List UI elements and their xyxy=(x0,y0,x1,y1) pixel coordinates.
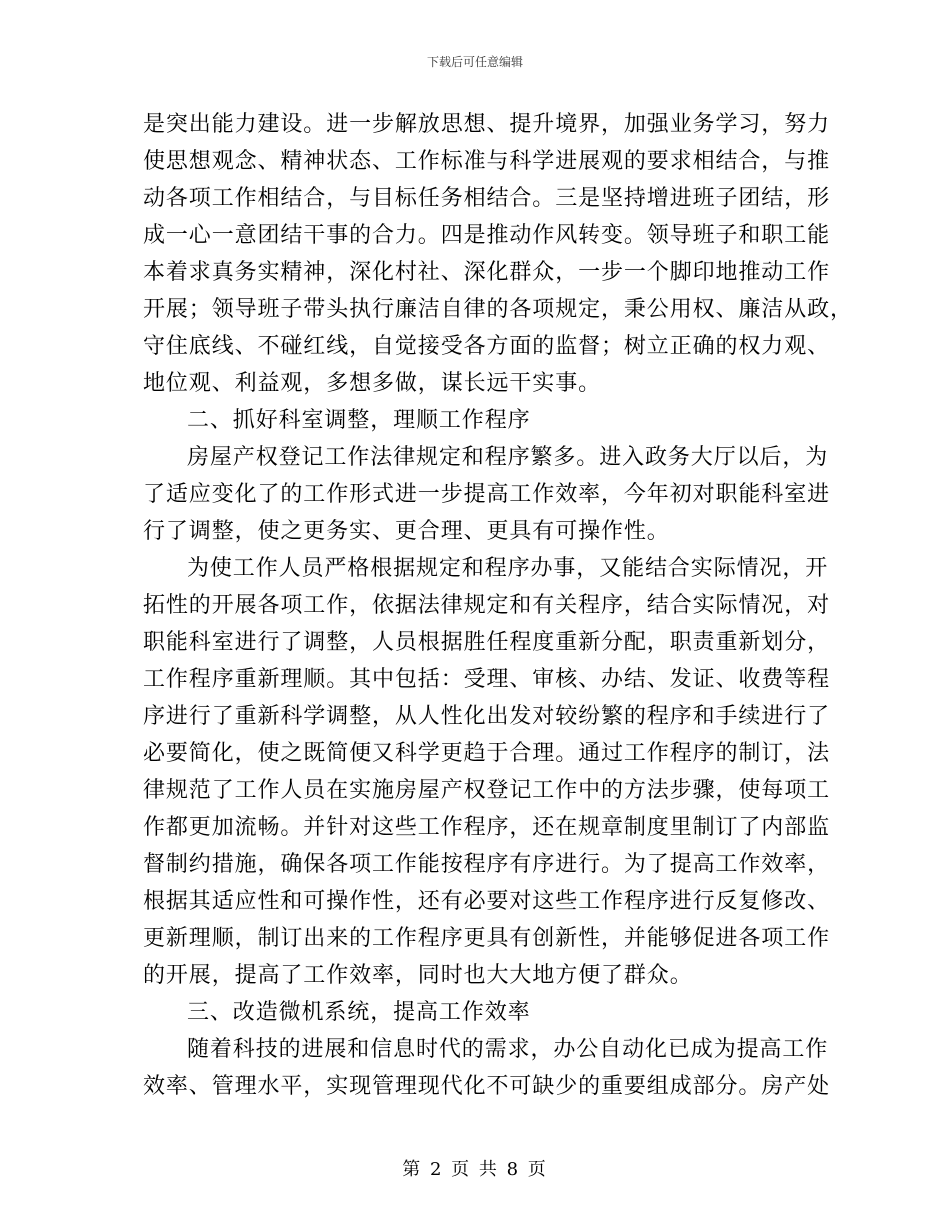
text-line: 拓性的开展各项工作，依据法律规定和有关程序，结合实际情况，对 xyxy=(143,593,831,618)
page-header: 下载后可任意编辑 xyxy=(426,55,523,69)
text-line: 成一心一意团结干事的合力。四是推动作风转变。领导班子和职工能 xyxy=(143,223,831,248)
text-line: 更新理顺，制订出来的工作程序更具有创新性，并能够促进各项工作 xyxy=(143,926,831,951)
text-line: 效率、管理水平，实现管理现代化不可缺少的重要组成部分。房产处 xyxy=(143,1074,831,1099)
text-line: 行了调整，使之更务实、更合理、更具有可操作性。 xyxy=(143,519,670,544)
text-line: 序进行了重新科学调整，从人性化出发对较纷繁的程序和手续进行了 xyxy=(143,704,831,729)
page-number-footer: 第 2 页 共 8 页 xyxy=(402,1159,548,1180)
text-line: 必要简化，使之既简便又科学更趋于合理。通过工作程序的制订，法 xyxy=(143,741,831,766)
text-line: 了适应变化了的工作形式进一步提高工作效率，今年初对职能科室进 xyxy=(143,482,831,507)
text-line: 根据其适应性和可操作性，还有必要对这些工作程序进行反复修改、 xyxy=(143,889,831,914)
text-line: 随着科技的进展和信息时代的需求，办公自动化已成为提高工作 xyxy=(187,1037,829,1062)
text-line: 开展；领导班子带头执行廉洁自律的各项规定，秉公用权、廉洁从政， xyxy=(143,297,853,322)
text-line: 地位观、利益观，多想多做，谋长远干实事。 xyxy=(143,371,602,396)
text-line: 守住底线、不碰红线，自觉接受各方面的监督；树立正确的权力观、 xyxy=(143,334,831,359)
text-line: 使思想观念、精神状态、工作标准与科学进展观的要求相结合，与推 xyxy=(143,149,831,174)
document-body xyxy=(143,106,853,1105)
text-line: 督制约措施，确保各项工作能按程序有序进行。为了提高工作效率， xyxy=(143,852,831,877)
text-line: 房屋产权登记工作法律规定和程序繁多。进入政务大厅以后，为 xyxy=(187,445,829,470)
text-line: 的开展，提高了工作效率，同时也大大地方便了群众。 xyxy=(143,963,693,988)
text-line: 作都更加流畅。并针对这些工作程序，还在规章制度里制订了内部监 xyxy=(143,815,831,840)
text-line: 律规范了工作人员在实施房屋产权登记工作中的方法步骤，使每项工 xyxy=(143,778,831,803)
text-line: 二、抓好科室调整，理顺工作程序 xyxy=(187,408,531,433)
text-line: 本着求真务实精神，深化村社、深化群众，一步一个脚印地推动工作 xyxy=(143,260,831,285)
text-line: 动各项工作相结合，与目标任务相结合。三是坚持增进班子团结，形 xyxy=(143,186,831,211)
text-line: 工作程序重新理顺。其中包括：受理、审核、办结、发证、收费等程 xyxy=(143,667,831,692)
text-line: 为使工作人员严格根据规定和程序办事，又能结合实际情况，开 xyxy=(187,556,829,581)
text-line: 是突出能力建设。进一步解放思想、提升境界，加强业务学习，努力 xyxy=(143,112,831,137)
text-line: 三、改造微机系统，提高工作效率 xyxy=(187,1000,531,1025)
text-line: 职能科室进行了调整，人员根据胜任程度重新分配，职责重新划分， xyxy=(143,630,831,655)
